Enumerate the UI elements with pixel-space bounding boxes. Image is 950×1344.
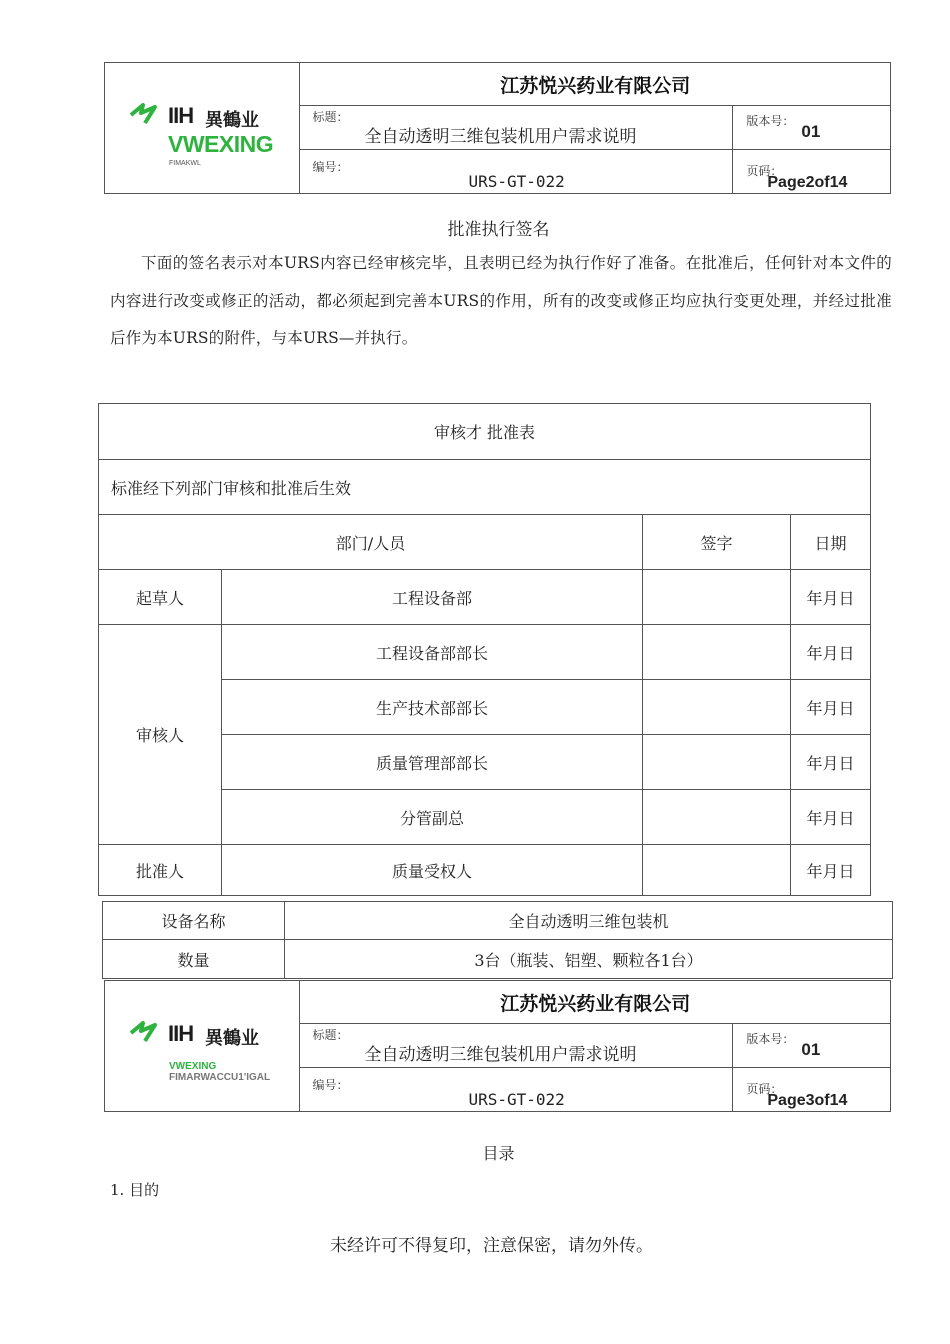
version-label: 版本号： [746,114,795,128]
dept-cell: 工程设备部 [222,570,643,625]
logo-chinese: 異鶴业 [205,110,259,131]
dept-cell: 质量受权人 [222,845,643,896]
title-cell [300,1024,733,1068]
date-cell: 年月日 [791,625,871,680]
signature-cell[interactable] [643,680,791,735]
number-cell [300,150,733,194]
dept-cell: 工程设备部部长 [222,625,643,680]
equipment-qty-value: 3台（瓶装、铝塑、颗粒各1台） [285,940,893,979]
version-cell [733,1024,891,1068]
dept-cell: 分管副总 [222,790,643,845]
title-cell [300,106,733,150]
col-header-dept: 部门/人员 [99,515,643,570]
equipment-name-label: 设备名称 [103,902,285,940]
date-cell: 年月日 [791,845,871,896]
company-logo-icon [129,101,163,127]
section-heading: 批准执行签名 [447,220,550,240]
role-reviewer: 审核人 [99,625,222,845]
logo-cell [105,981,300,1112]
approval-table [98,403,871,896]
document-header-2 [104,980,891,1112]
signature-cell[interactable] [643,790,791,845]
page-cell [733,150,891,194]
title-value: 全自动透明三维包装机用户需求说明 [364,1045,637,1065]
date-cell: 年月日 [791,735,871,790]
col-header-sign: 签字 [643,515,791,570]
col-header-date: 日期 [791,515,871,570]
table-row [99,845,871,896]
page-value: Page2of14 [767,174,848,191]
signature-cell[interactable] [643,845,791,896]
approval-paragraph: 下面的签名表示对本URS内容已经审核完毕，且表明已经为执行作好了准备。在批准后，任何针对本文件的内容进行改变或修正的活动，都必须起到完善本URS的作用，所有的改变或修正均应执行变更处理，并经过批准后作为本URS的附件，与本URS—并执行。 [110,254,892,347]
page-cell [733,1068,891,1112]
logo-subtext: FIMAKWL [169,160,201,167]
version-value: 01 [801,122,821,141]
logo-brand: VWEXING [169,1061,217,1072]
logo-iih: IIH [168,1021,194,1046]
approval-table-title: 审核才 批准表 [99,404,871,460]
logo-subtext: FIMARWACCU1'IGAL [169,1072,271,1083]
logo-cell [105,63,300,194]
logo-iih: IIH [168,103,194,128]
page-value: Page3of14 [767,1092,848,1109]
number-label: 编号： [312,1078,349,1092]
logo-brand: VWEXING [168,131,274,157]
approval-table-note: 标准经下列部门审核和批准后生效 [99,460,871,515]
number-cell [300,1068,733,1112]
title-label: 标题： [312,110,349,124]
signature-cell[interactable] [643,625,791,680]
table-row [99,625,871,680]
signature-cell[interactable] [643,570,791,625]
date-cell: 年月日 [791,790,871,845]
role-drafter: 起草人 [99,570,222,625]
document-header [104,62,891,194]
number-value: URS-GT-022 [468,1090,565,1109]
version-value: 01 [801,1040,821,1059]
equipment-name-value: 全自动透明三维包装机 [285,902,893,940]
page-label: 页码： [746,1082,783,1096]
company-logo-icon [129,1019,163,1045]
role-approver: 批准人 [99,845,222,896]
date-cell: 年月日 [791,680,871,735]
page-label: 页码： [746,164,783,178]
title-label: 标题： [312,1028,349,1042]
equipment-qty-label: 数量 [103,940,285,979]
equipment-table [102,901,893,979]
date-cell: 年月日 [791,570,871,625]
title-value: 全自动透明三维包装机用户需求说明 [364,127,637,147]
version-cell [733,106,891,150]
logo-chinese: 異鶴业 [205,1028,259,1049]
toc-title: 目录 [482,1144,515,1163]
confidentiality-footer: 未经许可不得复印，注意保密，请勿外传。 [330,1236,653,1256]
number-label: 编号： [312,160,349,174]
version-label: 版本号： [746,1032,795,1046]
company-name: 江苏悦兴药业有限公司 [300,981,891,1024]
dept-cell: 质量管理部部长 [222,735,643,790]
dept-cell: 生产技术部部长 [222,680,643,735]
signature-cell[interactable] [643,735,791,790]
number-value: URS-GT-022 [468,172,565,191]
table-row [99,570,871,625]
company-name: 江苏悦兴药业有限公司 [300,63,891,106]
toc-item: 1. 目的 [110,1181,160,1199]
